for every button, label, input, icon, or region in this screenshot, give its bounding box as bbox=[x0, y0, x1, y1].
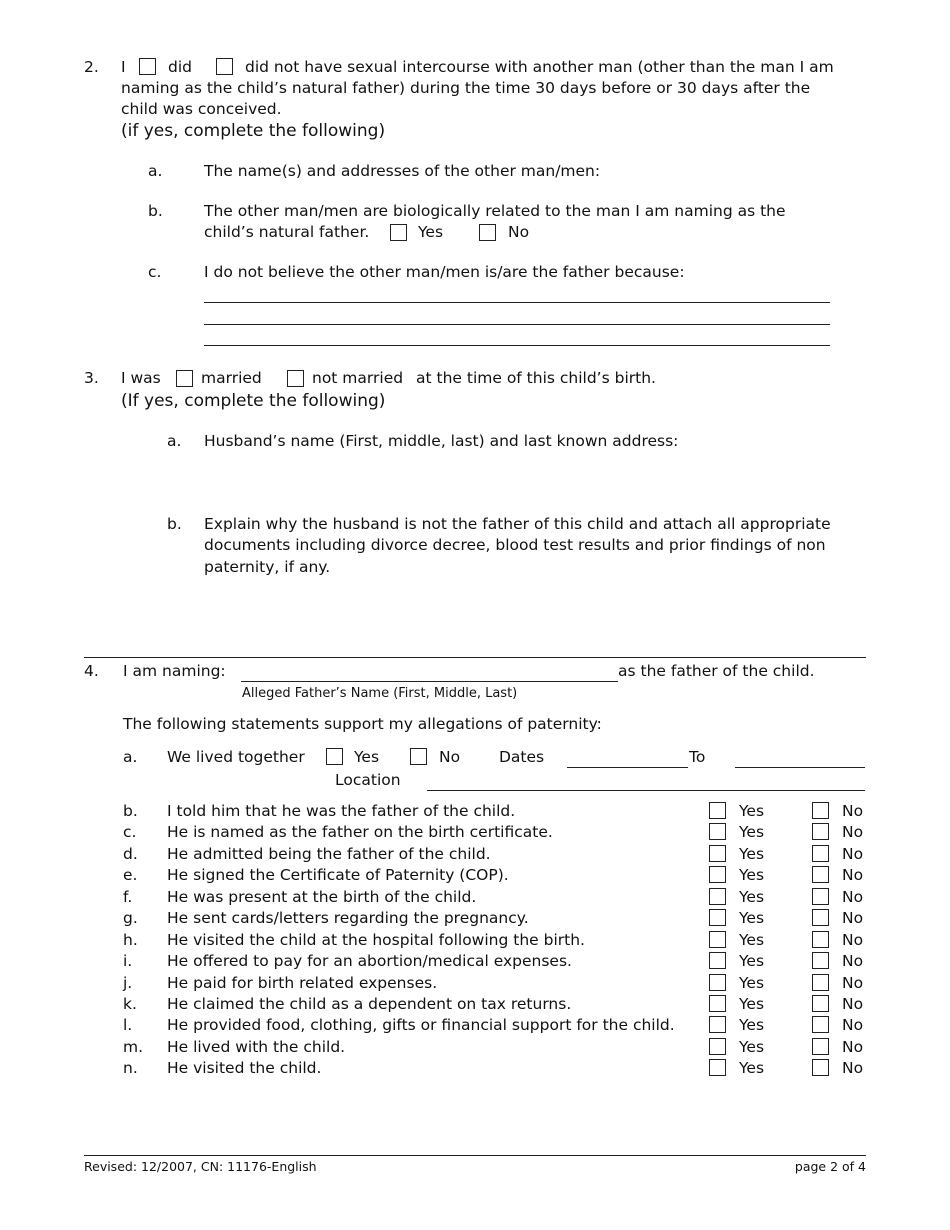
item-3b-line1: Explain why the husband is not the father of this child and attach all appropriate bbox=[204, 515, 831, 533]
statement-yes-label: Yes bbox=[739, 952, 765, 970]
statement-letter: d. bbox=[123, 845, 138, 863]
statement-text: He visited the child. bbox=[167, 1059, 322, 1077]
statement-no-label: No bbox=[842, 952, 864, 970]
related-no-checkbox[interactable] bbox=[479, 224, 496, 241]
dates-to-line[interactable] bbox=[735, 767, 865, 768]
statement-yes-checkbox[interactable] bbox=[709, 888, 726, 905]
naming-suffix: as the father of the child. bbox=[618, 662, 815, 680]
statement-no-checkbox[interactable] bbox=[812, 995, 829, 1012]
statement-yes-label: Yes bbox=[739, 1016, 765, 1034]
statement-text: He signed the Certificate of Paternity (COP). bbox=[167, 866, 509, 884]
statement-yes-label: Yes bbox=[739, 823, 765, 841]
item-3b-line3: paternity, if any. bbox=[204, 558, 331, 576]
statement-letter: m. bbox=[123, 1038, 144, 1056]
statement-text: He provided food, clothing, gifts or financial support for the child. bbox=[167, 1016, 675, 1034]
item-3-prefix: I was bbox=[121, 369, 161, 387]
statement-letter: f. bbox=[123, 888, 133, 906]
statement-yes-checkbox[interactable] bbox=[709, 866, 726, 883]
reason-line-3[interactable] bbox=[204, 345, 830, 346]
footer-page-number: page 2 of 4 bbox=[794, 1159, 866, 1174]
statement-no-checkbox[interactable] bbox=[812, 823, 829, 840]
statement-yes-checkbox[interactable] bbox=[709, 974, 726, 991]
statement-yes-label: Yes bbox=[739, 845, 765, 863]
statement-no-label: No bbox=[842, 888, 864, 906]
statement-text: He is named as the father on the birth certificate. bbox=[167, 823, 553, 841]
statement-letter: e. bbox=[123, 866, 138, 884]
statement-yes-checkbox[interactable] bbox=[709, 1038, 726, 1055]
item-3a-letter: a. bbox=[167, 432, 182, 450]
statement-text: He lived with the child. bbox=[167, 1038, 346, 1056]
statement-no-checkbox[interactable] bbox=[812, 1059, 829, 1076]
statement-letter: b. bbox=[123, 802, 138, 820]
to-label: To bbox=[689, 748, 706, 766]
statement-yes-checkbox[interactable] bbox=[709, 802, 726, 819]
statement-text: He paid for birth related expenses. bbox=[167, 974, 438, 992]
item-2c-text: I do not believe the other man/men is/are the father because: bbox=[204, 263, 685, 281]
statement-yes-label: Yes bbox=[739, 802, 765, 820]
item-3b-letter: b. bbox=[167, 515, 182, 533]
statement-yes-checkbox[interactable] bbox=[709, 931, 726, 948]
statement-text: He claimed the child as a dependent on tax returns. bbox=[167, 995, 572, 1013]
statement-text: He visited the child at the hospital following the birth. bbox=[167, 931, 585, 949]
statement-yes-label: Yes bbox=[739, 1038, 765, 1056]
item-4a-letter: a. bbox=[123, 748, 138, 766]
statement-letter: i. bbox=[123, 952, 133, 970]
statement-yes-checkbox[interactable] bbox=[709, 909, 726, 926]
statement-no-label: No bbox=[842, 995, 864, 1013]
statement-text: He offered to pay for an abortion/medical expenses. bbox=[167, 952, 572, 970]
married-checkbox[interactable] bbox=[176, 370, 193, 387]
item-2a-letter: a. bbox=[148, 162, 163, 180]
item-2-line3: child was conceived. bbox=[121, 100, 282, 118]
statement-no-label: No bbox=[842, 1038, 864, 1056]
statement-no-checkbox[interactable] bbox=[812, 931, 829, 948]
item-2-number: 2. bbox=[84, 58, 99, 76]
married-label: married bbox=[201, 369, 262, 387]
statement-yes-label: Yes bbox=[739, 888, 765, 906]
statement-no-label: No bbox=[842, 909, 864, 927]
not-married-checkbox[interactable] bbox=[287, 370, 304, 387]
statement-no-checkbox[interactable] bbox=[812, 888, 829, 905]
alleged-father-name-line[interactable] bbox=[241, 681, 618, 682]
item-3b-line2: documents including divorce decree, blood test results and prior findings of non bbox=[204, 536, 826, 554]
lived-together-no-checkbox[interactable] bbox=[410, 748, 427, 765]
statement-text: He admitted being the father of the child. bbox=[167, 845, 491, 863]
related-no-label: No bbox=[508, 223, 530, 241]
lived-together-yes-checkbox[interactable] bbox=[326, 748, 343, 765]
statement-yes-checkbox[interactable] bbox=[709, 952, 726, 969]
item-2a-text: The name(s) and addresses of the other man/men: bbox=[204, 162, 601, 180]
statement-no-label: No bbox=[842, 802, 864, 820]
statement-no-label: No bbox=[842, 1016, 864, 1034]
statement-yes-label: Yes bbox=[739, 974, 765, 992]
statement-letter: g. bbox=[123, 909, 138, 927]
not-married-label: not married bbox=[312, 369, 404, 387]
statement-no-checkbox[interactable] bbox=[812, 802, 829, 819]
statement-yes-label: Yes bbox=[739, 995, 765, 1013]
dates-from-line[interactable] bbox=[567, 767, 688, 768]
item-4-number: 4. bbox=[84, 662, 99, 680]
item-3a-text: Husband’s name (First, middle, last) and last known address: bbox=[204, 432, 679, 450]
statement-letter: l. bbox=[123, 1016, 133, 1034]
location-label: Location bbox=[335, 771, 401, 789]
section-divider bbox=[84, 657, 866, 658]
related-yes-checkbox[interactable] bbox=[390, 224, 407, 241]
statement-letter: h. bbox=[123, 931, 138, 949]
statement-no-label: No bbox=[842, 866, 864, 884]
item-3-suffix: at the time of this child’s birth. bbox=[416, 369, 656, 387]
item-2b-line2: child’s natural father. bbox=[204, 223, 370, 241]
did-label: did bbox=[168, 58, 192, 76]
alleged-father-name-caption: Alleged Father’s Name (First, Middle, Last) bbox=[242, 686, 518, 701]
statement-no-checkbox[interactable] bbox=[812, 866, 829, 883]
statement-yes-checkbox[interactable] bbox=[709, 1059, 726, 1076]
did-not-checkbox[interactable] bbox=[216, 58, 233, 75]
statement-text: I told him that he was the father of the child. bbox=[167, 802, 516, 820]
item-2b-letter: b. bbox=[148, 202, 163, 220]
location-line[interactable] bbox=[427, 790, 865, 791]
statement-text: He sent cards/letters regarding the pregnancy. bbox=[167, 909, 529, 927]
statement-no-checkbox[interactable] bbox=[812, 974, 829, 991]
item-2c-letter: c. bbox=[148, 263, 162, 281]
item-2-line2: naming as the child’s natural father) during the time 30 days before or 30 days after the bbox=[121, 79, 811, 97]
item-2b-line1: The other man/men are biologically related to the man I am naming as the bbox=[204, 202, 786, 220]
item-2-line1: did not have sexual intercourse with another man (other than the man I am bbox=[245, 58, 834, 76]
statement-no-checkbox[interactable] bbox=[812, 1016, 829, 1033]
dates-label: Dates bbox=[499, 748, 545, 766]
statement-no-label: No bbox=[842, 823, 864, 841]
statement-yes-label: Yes bbox=[739, 909, 765, 927]
related-yes-label: Yes bbox=[418, 223, 444, 241]
lived-together-no-label: No bbox=[439, 748, 461, 766]
statement-no-checkbox[interactable] bbox=[812, 952, 829, 969]
footer-revised: Revised: 12/2007, CN: 11176-English bbox=[84, 1159, 317, 1174]
statement-yes-checkbox[interactable] bbox=[709, 1016, 726, 1033]
statement-letter: j. bbox=[123, 974, 133, 992]
statement-yes-checkbox[interactable] bbox=[709, 995, 726, 1012]
lived-together-label: We lived together bbox=[167, 748, 305, 766]
statement-no-label: No bbox=[842, 974, 864, 992]
statement-no-label: No bbox=[842, 931, 864, 949]
statement-no-label: No bbox=[842, 845, 864, 863]
footer-divider bbox=[84, 1155, 866, 1156]
statement-no-checkbox[interactable] bbox=[812, 909, 829, 926]
item-2-prefix: I bbox=[121, 58, 126, 76]
statement-yes-label: Yes bbox=[739, 866, 765, 884]
statement-no-checkbox[interactable] bbox=[812, 845, 829, 862]
reason-line-2[interactable] bbox=[204, 324, 830, 325]
statement-letter: n. bbox=[123, 1059, 138, 1077]
statement-yes-checkbox[interactable] bbox=[709, 845, 726, 862]
reason-line-1[interactable] bbox=[204, 302, 830, 303]
item-3-instruction: (If yes, complete the following) bbox=[121, 391, 386, 411]
statement-no-label: No bbox=[842, 1059, 864, 1077]
support-intro: The following statements support my allegations of paternity: bbox=[123, 715, 602, 733]
item-2-instruction: (if yes, complete the following) bbox=[121, 121, 386, 141]
lived-together-yes-label: Yes bbox=[354, 748, 380, 766]
item-3-number: 3. bbox=[84, 369, 99, 387]
statement-text: He was present at the birth of the child. bbox=[167, 888, 477, 906]
statement-letter: k. bbox=[123, 995, 137, 1013]
naming-label: I am naming: bbox=[123, 662, 226, 680]
statement-no-checkbox[interactable] bbox=[812, 1038, 829, 1055]
statement-yes-label: Yes bbox=[739, 1059, 765, 1077]
statement-yes-label: Yes bbox=[739, 931, 765, 949]
did-checkbox[interactable] bbox=[139, 58, 156, 75]
statement-letter: c. bbox=[123, 823, 137, 841]
statement-yes-checkbox[interactable] bbox=[709, 823, 726, 840]
